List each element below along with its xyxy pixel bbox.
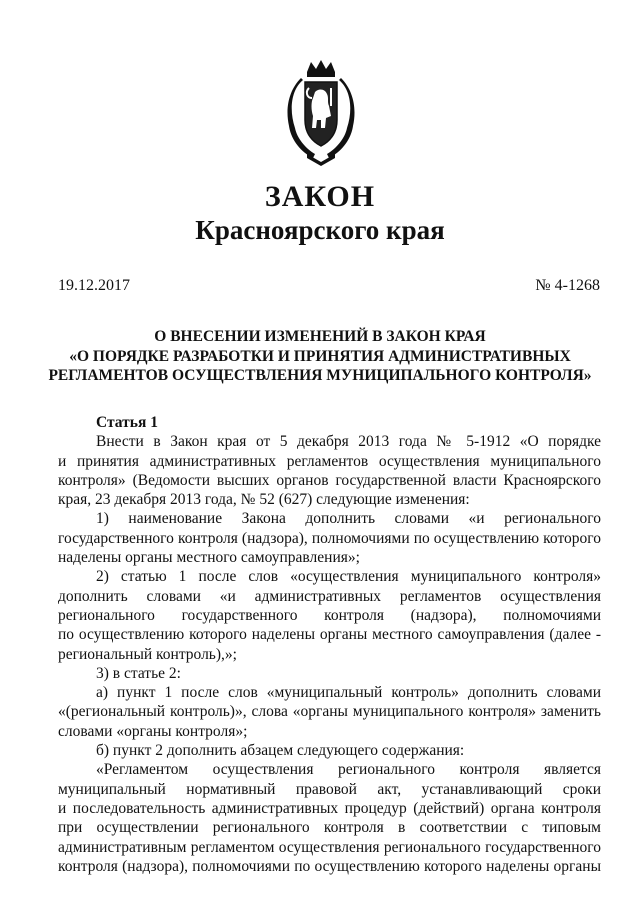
law-heading: [40, 327, 600, 386]
body-line: дополнить словами «и административных регламентов осуществления: [58, 587, 601, 605]
body-line: регионального государственного контроля (надзора), полномочиями: [58, 606, 601, 624]
coat-of-arms-emblem: [285, 58, 357, 166]
heading-line: РЕГЛАМЕНТОВ ОСУЩЕСТВЛЕНИЯ МУНИЦИПАЛЬНОГО КОНТРОЛЯ»: [48, 367, 592, 384]
body-line: наделены органы местного самоуправления»;: [58, 549, 360, 567]
body-line: и принятия административных регламентов осуществления муниципального: [58, 452, 601, 470]
body-line: 3) в статье 2:: [96, 664, 181, 682]
document-subtitle: Красноярского края: [195, 215, 445, 245]
body-line: муниципальный нормативный правовой акт, устанавливающий сроки: [58, 780, 601, 798]
body-line: 2) статью 1 после слов «осуществления муниципального контроля»: [96, 568, 601, 586]
body-line: б) пункт 2 дополнить абзацем следующего содержания:: [96, 742, 465, 760]
body-line: административным регламентом осуществления регионального государственного: [58, 838, 601, 856]
body-line: государственного контроля (надзора), полномочиями по осуществлению которого: [58, 529, 601, 547]
body-line: при осуществлении регионального контроля в соответствии с типовым: [58, 819, 601, 837]
article-title: Статья 1: [96, 414, 158, 431]
law-number: № 4-1268: [535, 277, 600, 294]
body-line: и последовательность административных процедур (действий) органа контроля: [58, 799, 601, 817]
body-line: «Регламентом осуществления регионального контроля является: [96, 761, 601, 779]
body-line: по осуществлению которого наделены органы местного самоуправления (далее -: [58, 626, 601, 644]
body-line: контроля» (Ведомости высших органов государственной власти Красноярского: [58, 471, 601, 489]
body-line: региональный контроль),»;: [58, 645, 237, 663]
law-date: 19.12.2017: [58, 277, 130, 294]
body-line: а) пункт 1 после слов «муниципальный контроль» дополнить словами: [96, 684, 601, 702]
document-title: ЗАКОН: [264, 180, 376, 213]
heading-line: О ВНЕСЕНИИ ИЗМЕНЕНИЙ В ЗАКОН КРАЯ: [154, 328, 486, 345]
body-line: 1) наименование Закона дополнить словами «и регионального: [96, 510, 601, 528]
body-line: Внести в Закон края от 5 декабря 2013 года № 5-1912 «О порядке: [96, 433, 601, 451]
body-line: словами «органы контроля»;: [58, 722, 248, 740]
heading-line: «О ПОРЯДКЕ РАЗРАБОТКИ И ПРИНЯТИЯ АДМИНИСТРАТИВНЫХ: [69, 347, 571, 365]
article-body: [58, 413, 601, 876]
body-line: «(региональный контроль)», слова «органы муниципального контроля» заменить: [58, 703, 601, 721]
body-line: контроля (надзора), полномочиями по осуществлению которого наделены органы: [58, 857, 601, 875]
body-line: края, 23 декабря 2013 года, № 52 (627) следующие изменения:: [58, 491, 470, 509]
